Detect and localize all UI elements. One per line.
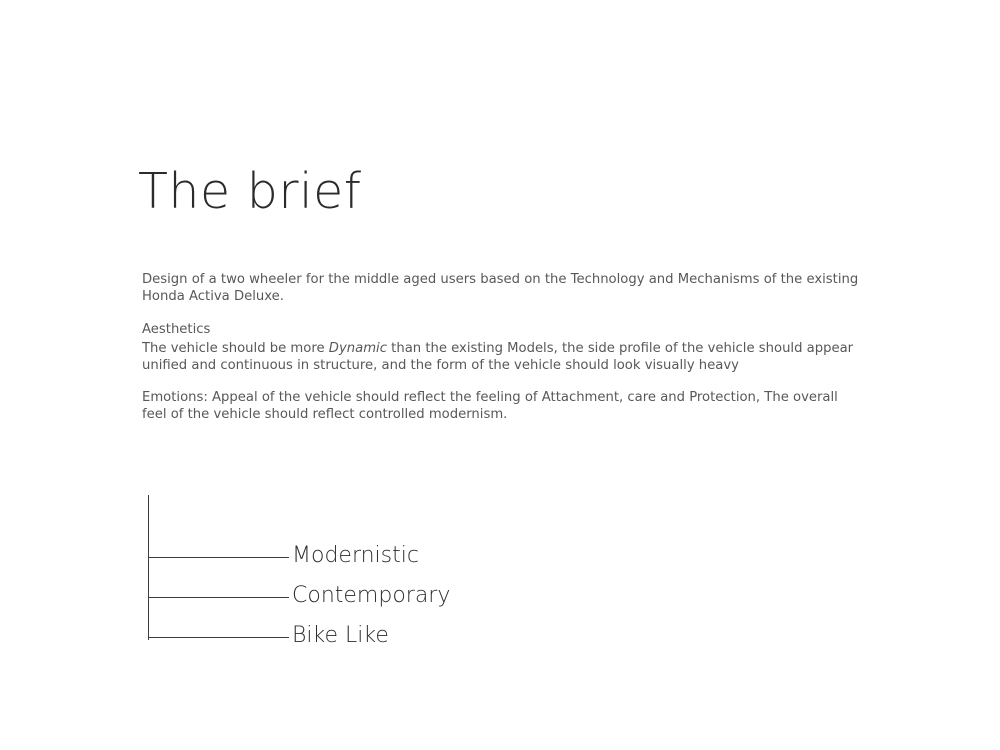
aesthetics-text-before: The vehicle should be more <box>142 340 329 356</box>
diagram-label-modernistic: Modernistic <box>292 543 419 568</box>
diagram-rung-2 <box>148 597 289 598</box>
aesthetics-paragraph <box>142 341 862 375</box>
aesthetics-emphasis-word: Dynamic <box>328 340 387 356</box>
diagram-vertical-axis <box>148 495 149 640</box>
page-title: The brief <box>138 162 362 220</box>
aesthetics-heading: Aesthetics <box>142 321 211 337</box>
style-scale-diagram <box>142 495 662 650</box>
diagram-label-contemporary: Contemporary <box>292 583 451 608</box>
emotions-paragraph: Emotions: Appeal of the vehicle should reflect the feeling of Attachment, care and Protection, The overall feel of the vehicle should reflect controlled modernism. <box>142 390 838 423</box>
brief-intro-paragraph: Design of a two wheeler for the middle aged users based on the Technology and Mechanisms of the existing Honda Activa Deluxe. <box>142 272 859 304</box>
brief-body <box>142 272 862 424</box>
diagram-rung-1 <box>148 557 289 558</box>
diagram-label-bike-like: Bike Like <box>292 623 389 648</box>
diagram-rung-3 <box>148 637 289 638</box>
aesthetics-text-after: than the existing Models, the side profile of the vehicle should appear unified and continuous in structure, and the form of the vehicle should look visually heavy <box>142 340 854 373</box>
